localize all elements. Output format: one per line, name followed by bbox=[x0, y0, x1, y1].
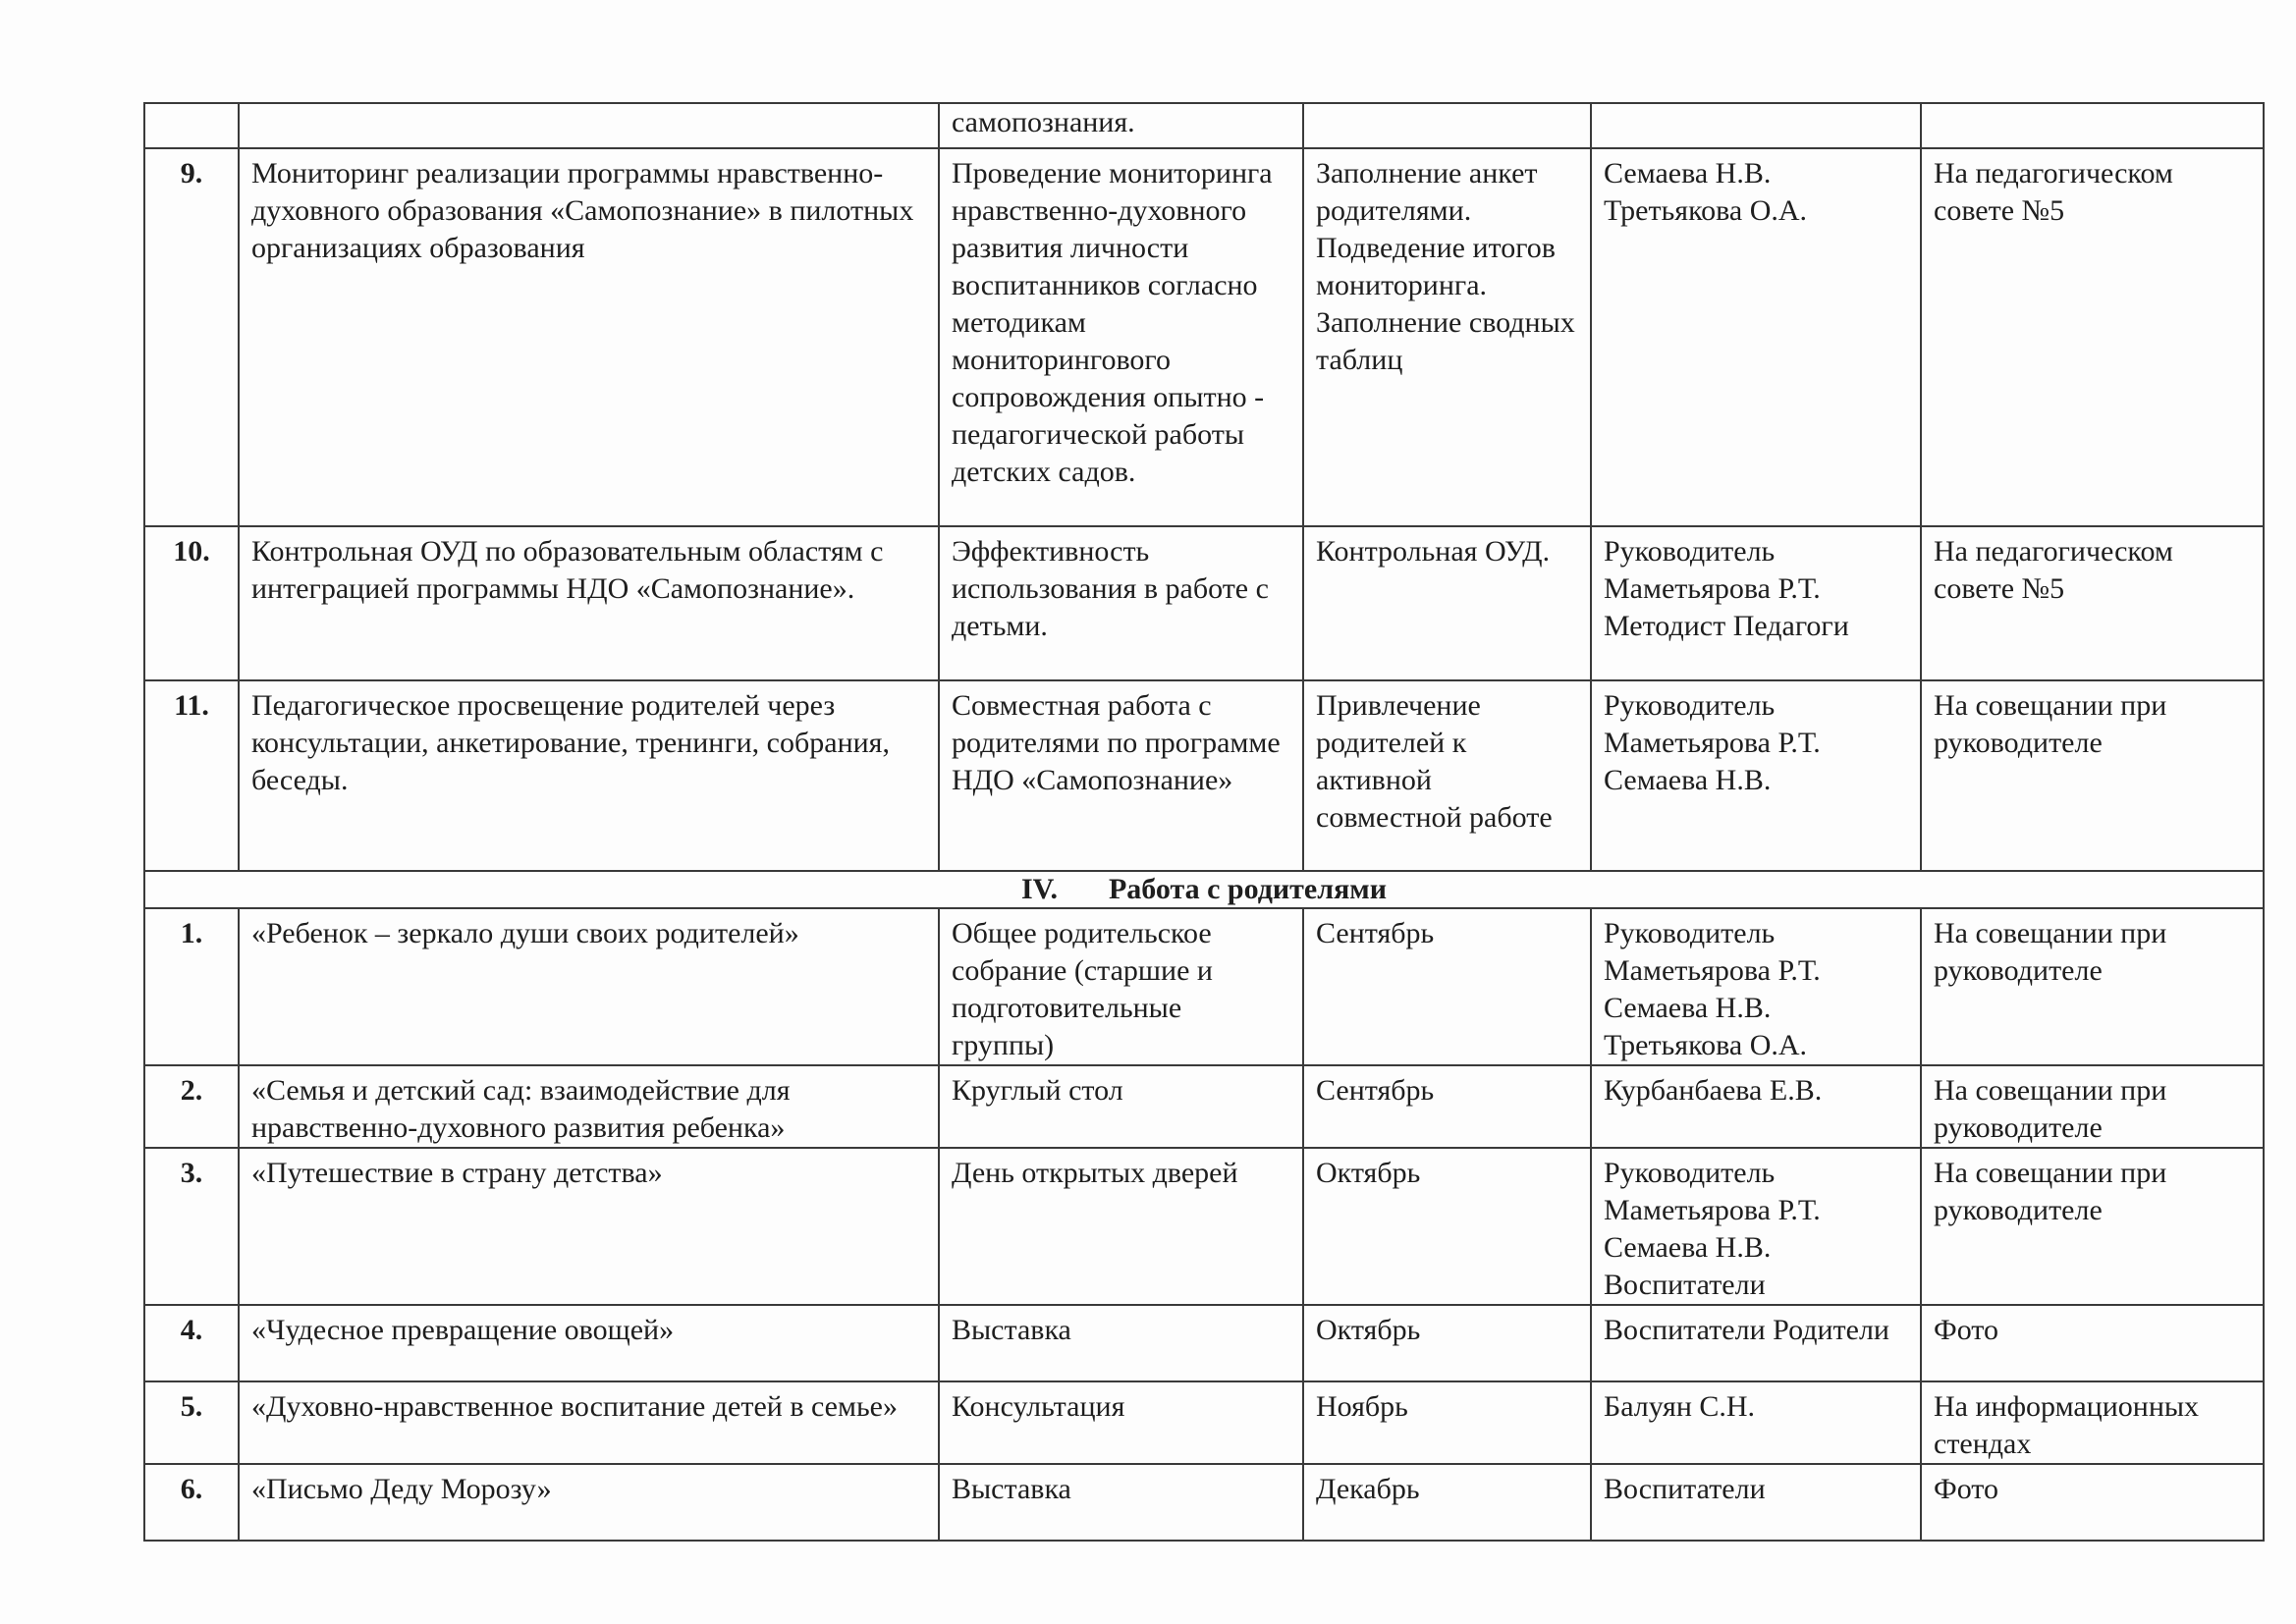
row-number bbox=[144, 103, 239, 148]
row-number: 1. bbox=[144, 908, 239, 1065]
responsible-cell: Воспитатели bbox=[1591, 1464, 1921, 1541]
responsible-cell: Курбанбаева Е.В. bbox=[1591, 1065, 1921, 1148]
event-cell: «Духовно-нравственное воспитание детей в семье» bbox=[239, 1381, 939, 1464]
row-number: 5. bbox=[144, 1381, 239, 1464]
form-cell: самопознания. bbox=[939, 103, 1303, 148]
timing-cell bbox=[1303, 103, 1591, 148]
table-row bbox=[144, 1381, 2264, 1464]
row-number: 6. bbox=[144, 1464, 239, 1541]
result-cell: На педагогическом совете №5 bbox=[1921, 526, 2264, 680]
form-cell: Консультация bbox=[939, 1381, 1303, 1464]
form-cell: День открытых дверей bbox=[939, 1148, 1303, 1305]
responsible-cell: Руководитель Маметьярова Р.Т. Семаева Н.В. Третьякова О.А. bbox=[1591, 908, 1921, 1065]
timing-cell: Ноябрь bbox=[1303, 1381, 1591, 1464]
responsible-cell: Руководитель Маметьярова Р.Т. Семаева Н.В. Воспитатели bbox=[1591, 1148, 1921, 1305]
result-cell: На совещании при руководителе bbox=[1921, 1148, 2264, 1305]
row-number: 10. bbox=[144, 526, 239, 680]
event-cell: «Чудесное превращение овощей» bbox=[239, 1305, 939, 1381]
row-number: 3. bbox=[144, 1148, 239, 1305]
event-cell bbox=[239, 103, 939, 148]
table-row bbox=[144, 908, 2264, 1065]
section-heading bbox=[144, 871, 2264, 908]
section-number: IV. bbox=[1020, 873, 1058, 905]
timing-cell: Заполнение анкет родителями. Подведение итогов мониторинга. Заполнение сводных таблиц bbox=[1303, 148, 1591, 526]
responsible-cell: Воспитатели Родители bbox=[1591, 1305, 1921, 1381]
table-row-continuation bbox=[144, 103, 2264, 148]
timing-cell: Сентябрь bbox=[1303, 1065, 1591, 1148]
responsible-cell: Балуян С.Н. bbox=[1591, 1381, 1921, 1464]
table-row bbox=[144, 1065, 2264, 1148]
result-cell: На совещании при руководителе bbox=[1921, 908, 2264, 1065]
result-cell: Фото bbox=[1921, 1464, 2264, 1541]
form-cell: Выставка bbox=[939, 1305, 1303, 1381]
form-cell: Проведение мониторинга нравственно-духовного развития личности воспитанников согласно методикам мониторингового сопровождения опытно - педагогической работы детских садов. bbox=[939, 148, 1303, 526]
result-cell: Фото bbox=[1921, 1305, 2264, 1381]
responsible-cell bbox=[1591, 103, 1921, 148]
table-row bbox=[144, 1305, 2264, 1381]
responsible-cell: Руководитель Маметьярова Р.Т. Семаева Н.В. bbox=[1591, 680, 1921, 871]
row-number: 11. bbox=[144, 680, 239, 871]
section-row bbox=[144, 871, 2264, 908]
event-cell: Мониторинг реализации программы нравственно-духовного образования «Самопознание» в пилотных организациях образования bbox=[239, 148, 939, 526]
event-cell: «Ребенок – зеркало души своих родителей» bbox=[239, 908, 939, 1065]
table-row bbox=[144, 680, 2264, 871]
form-cell: Эффективность использования в работе с детьми. bbox=[939, 526, 1303, 680]
section-title: Работа с родителями bbox=[1108, 873, 1388, 905]
event-cell: «Письмо Деду Морозу» bbox=[239, 1464, 939, 1541]
table-body bbox=[144, 103, 2264, 1541]
form-cell: Совместная работа с родителями по программе НДО «Самопознание» bbox=[939, 680, 1303, 871]
timing-cell: Сентябрь bbox=[1303, 908, 1591, 1065]
timing-cell: Контрольная ОУД. bbox=[1303, 526, 1591, 680]
row-number: 2. bbox=[144, 1065, 239, 1148]
result-cell: На педагогическом совете №5 bbox=[1921, 148, 2264, 526]
row-number: 9. bbox=[144, 148, 239, 526]
responsible-cell: Семаева Н.В. Третьякова О.А. bbox=[1591, 148, 1921, 526]
event-cell: Педагогическое просвещение родителей через консультации, анкетирование, тренинги, собрания, беседы. bbox=[239, 680, 939, 871]
result-cell: На информационных стендах bbox=[1921, 1381, 2264, 1464]
event-cell: «Семья и детский сад: взаимодействие для нравственно-духовного развития ребенка» bbox=[239, 1065, 939, 1148]
event-cell: Контрольная ОУД по образовательным областям с интеграцией программы НДО «Самопознание». bbox=[239, 526, 939, 680]
result-cell bbox=[1921, 103, 2264, 148]
table-row bbox=[144, 1148, 2264, 1305]
timing-cell: Октябрь bbox=[1303, 1305, 1591, 1381]
work-plan-table bbox=[143, 102, 2265, 1542]
table-row bbox=[144, 1464, 2264, 1541]
form-cell: Выставка bbox=[939, 1464, 1303, 1541]
timing-cell: Декабрь bbox=[1303, 1464, 1591, 1541]
timing-cell: Октябрь bbox=[1303, 1148, 1591, 1305]
table-row bbox=[144, 148, 2264, 526]
result-cell: На совещании при руководителе bbox=[1921, 680, 2264, 871]
table-row bbox=[144, 526, 2264, 680]
row-number: 4. bbox=[144, 1305, 239, 1381]
responsible-cell: Руководитель Маметьярова Р.Т. Методист Педагоги bbox=[1591, 526, 1921, 680]
event-cell: «Путешествие в страну детства» bbox=[239, 1148, 939, 1305]
form-cell: Общее родительское собрание (старшие и подготовительные группы) bbox=[939, 908, 1303, 1065]
result-cell: На совещании при руководителе bbox=[1921, 1065, 2264, 1148]
form-cell: Круглый стол bbox=[939, 1065, 1303, 1148]
timing-cell: Привлечение родителей к активной совместной работе bbox=[1303, 680, 1591, 871]
